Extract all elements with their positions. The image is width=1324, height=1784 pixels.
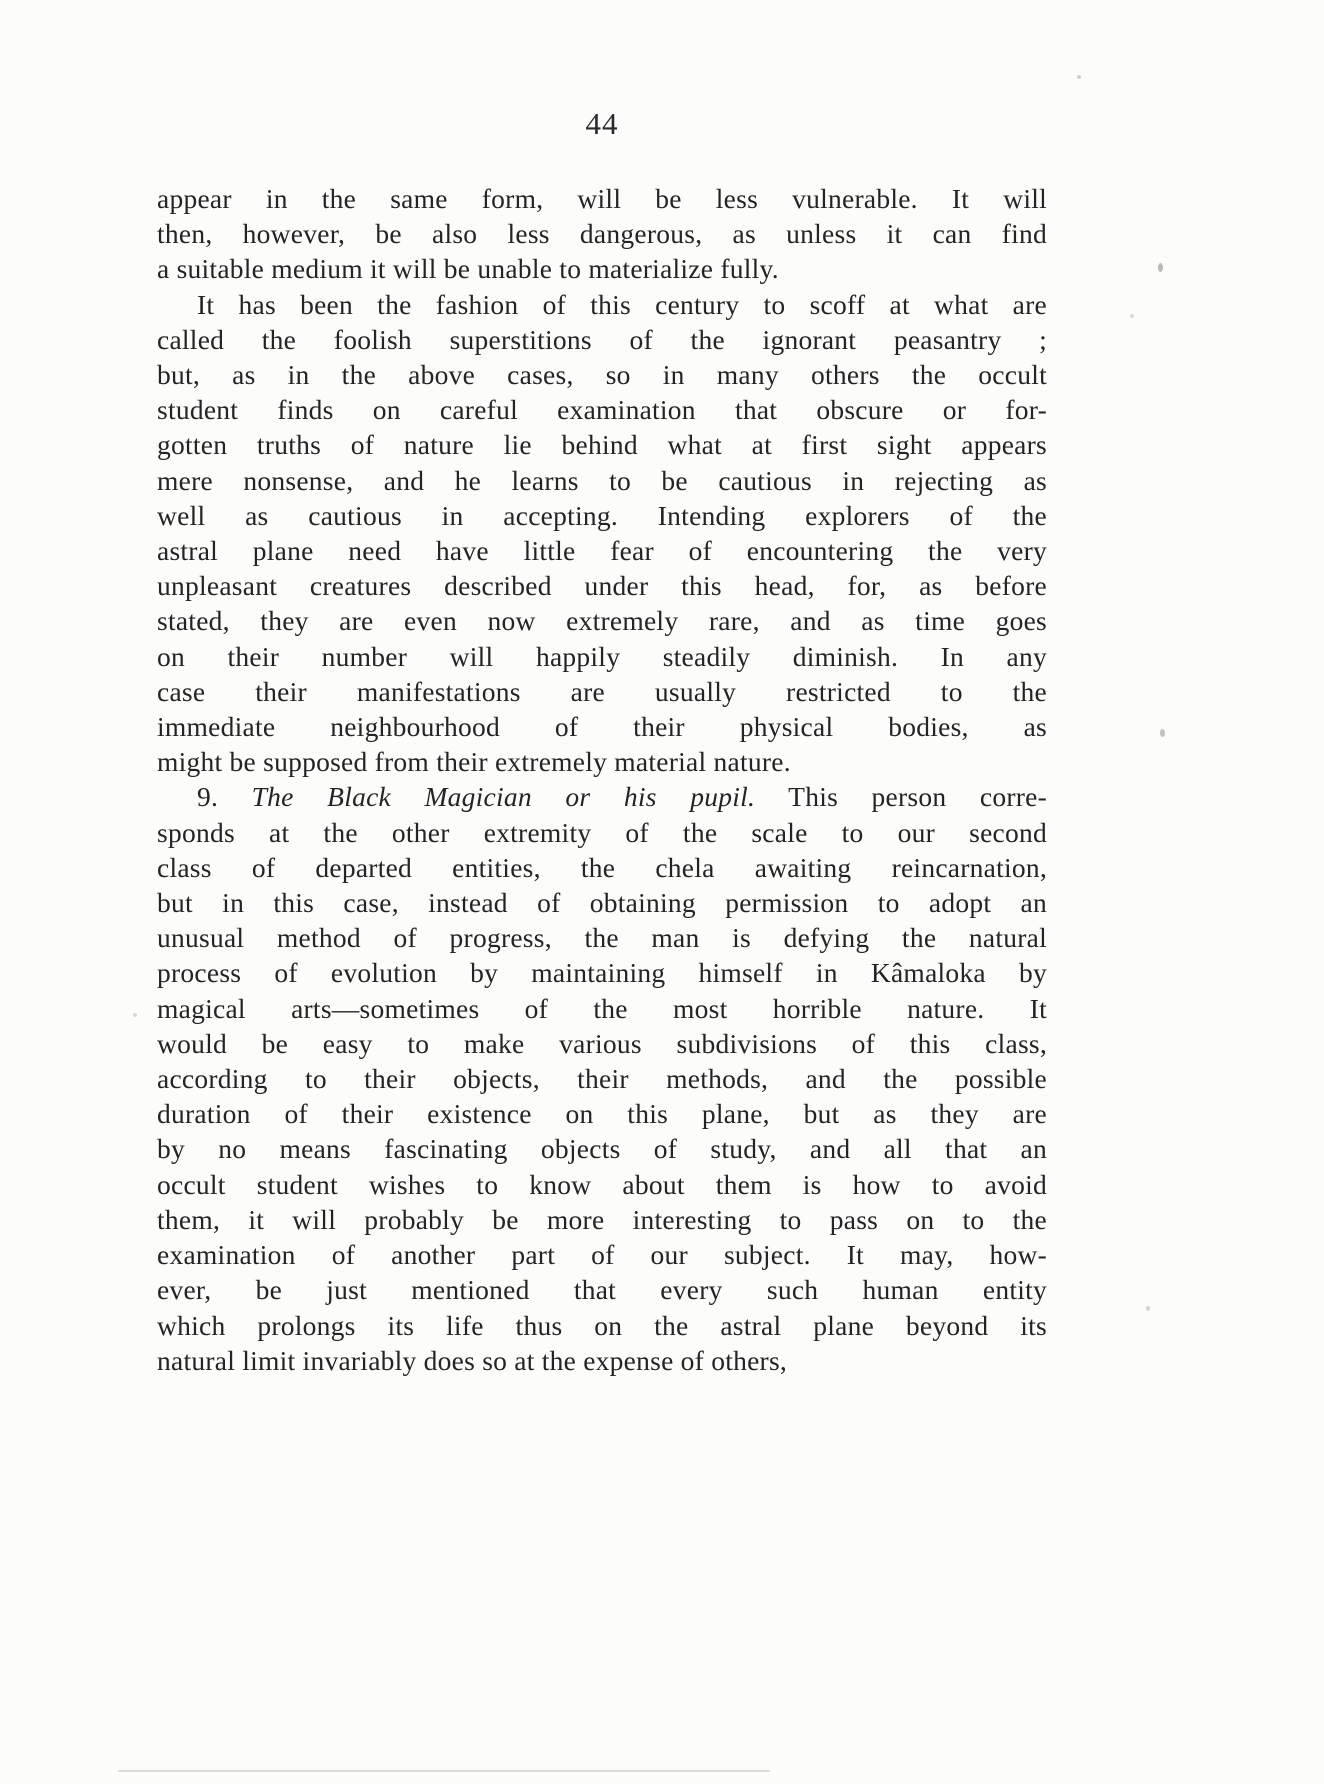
- scan-speck: [1077, 75, 1081, 79]
- text-line: [157, 955, 1047, 990]
- text-line: [157, 463, 1047, 498]
- paragraph: [157, 287, 1047, 780]
- text-line: [157, 357, 1047, 392]
- body-text: unpleasant creatures described under this head, for, as before: [157, 570, 1047, 602]
- body-text: them, it will probably be more interesting to pass on to the: [157, 1203, 1047, 1235]
- body-text: appear in the same form, will be less vulnerable. It will: [157, 183, 1047, 214]
- text-line: [157, 251, 1047, 286]
- text-line: [157, 991, 1047, 1026]
- body-text: 9.: [197, 781, 252, 813]
- body-text: by no means fascinating objects of study, and all that an: [157, 1133, 1047, 1165]
- text-line: [157, 216, 1047, 251]
- body-text: called the foolish superstitions of the ignorant peasantry ;: [157, 323, 1047, 355]
- text-line: [157, 779, 1047, 814]
- text-line: [157, 1131, 1047, 1166]
- text-line: [157, 744, 1047, 779]
- body-text: mere nonsense, and he learns to be cautious in rejecting as: [157, 464, 1047, 496]
- text-line: [157, 392, 1047, 427]
- scan-speck: [1146, 1306, 1150, 1311]
- body-text: well as cautious in accepting. Intending explorers of the: [157, 499, 1047, 531]
- body-text: would be easy to make various subdivisions of this class,: [157, 1027, 1047, 1059]
- text-line: [157, 568, 1047, 603]
- text-line: [157, 287, 1047, 322]
- body-text: case their manifestations are usually restricted to the: [157, 675, 1047, 707]
- text-line: [157, 1202, 1047, 1237]
- text-line: [157, 181, 1047, 216]
- text-line: [157, 850, 1047, 885]
- body-text: unusual method of progress, the man is defying the natural: [157, 922, 1047, 954]
- text-line: [157, 1343, 1047, 1378]
- paragraph: [157, 181, 1047, 287]
- body-text: This person corre-: [755, 781, 1048, 813]
- text-line: [157, 533, 1047, 568]
- text-line: [157, 322, 1047, 357]
- text-line: [157, 603, 1047, 638]
- body-text: magical arts—sometimes of the most horrible nature. It: [157, 992, 1047, 1024]
- scan-speck: [133, 1013, 137, 1017]
- text-line: [157, 920, 1047, 955]
- paragraph: [157, 779, 1047, 1377]
- body-text: It has been the fashion of this century to scoff at what are: [197, 288, 1047, 320]
- body-text: occult student wishes to know about them is how to avoid: [157, 1168, 1047, 1200]
- text-line: [157, 674, 1047, 709]
- body-text: then, however, be also less dangerous, as unless it can find: [157, 218, 1047, 250]
- body-text: duration of their existence on this plane, but as they are: [157, 1098, 1047, 1130]
- text-line: [157, 709, 1047, 744]
- body-text: natural limit invariably does so at the expense of others,: [157, 1344, 788, 1376]
- text-line: [157, 1308, 1047, 1343]
- text-block: [157, 181, 1047, 1378]
- scan-speck: [1130, 314, 1134, 318]
- body-text: student finds on careful examination that obscure or for-: [157, 394, 1047, 426]
- text-line: [157, 1167, 1047, 1202]
- text-line: [157, 815, 1047, 850]
- body-text: but in this case, instead of obtaining permission to adopt an: [157, 887, 1047, 919]
- body-text: on their number will happily steadily diminish. In any: [157, 640, 1047, 672]
- page-edge-line: [118, 1770, 770, 1772]
- text-line: [157, 1061, 1047, 1096]
- text-line: [157, 885, 1047, 920]
- text-line: [157, 1096, 1047, 1131]
- scan-speck: [1158, 263, 1163, 272]
- body-text: sponds at the other extremity of the scale to our second: [157, 816, 1047, 848]
- text-line: [157, 1272, 1047, 1307]
- body-text: ever, be just mentioned that every such human entity: [157, 1274, 1047, 1306]
- body-text: astral plane need have little fear of encountering the very: [157, 535, 1047, 567]
- body-text: which prolongs its life thus on the astral plane beyond its: [157, 1309, 1047, 1341]
- body-text: according to their objects, their methods, and the possible: [157, 1063, 1047, 1095]
- scan-speck: [1160, 729, 1165, 737]
- body-text: a suitable medium it will be unable to materialize fully.: [157, 253, 779, 285]
- text-line: [157, 427, 1047, 462]
- text-line: [157, 1237, 1047, 1272]
- body-text: might be supposed from their extremely material nature.: [157, 746, 791, 778]
- body-text: gotten truths of nature lie behind what at first sight appears: [157, 429, 1047, 461]
- body-text: immediate neighbourhood of their physical bodies, as: [157, 711, 1047, 743]
- body-text: but, as in the above cases, so in many others the occult: [157, 359, 1047, 391]
- text-line: [157, 639, 1047, 674]
- body-text: examination of another part of our subject. It may, how-: [157, 1239, 1047, 1271]
- page-number: 44: [585, 106, 619, 141]
- text-line: [157, 498, 1047, 533]
- body-text: process of evolution by maintaining himself in Kâmaloka by: [157, 957, 1047, 989]
- italic-text: The Black Magician or his pupil.: [251, 781, 756, 813]
- body-text: class of departed entities, the chela awaiting reincarnation,: [157, 851, 1047, 883]
- text-line: [157, 1026, 1047, 1061]
- body-text: stated, they are even now extremely rare, and as time goes: [157, 605, 1047, 637]
